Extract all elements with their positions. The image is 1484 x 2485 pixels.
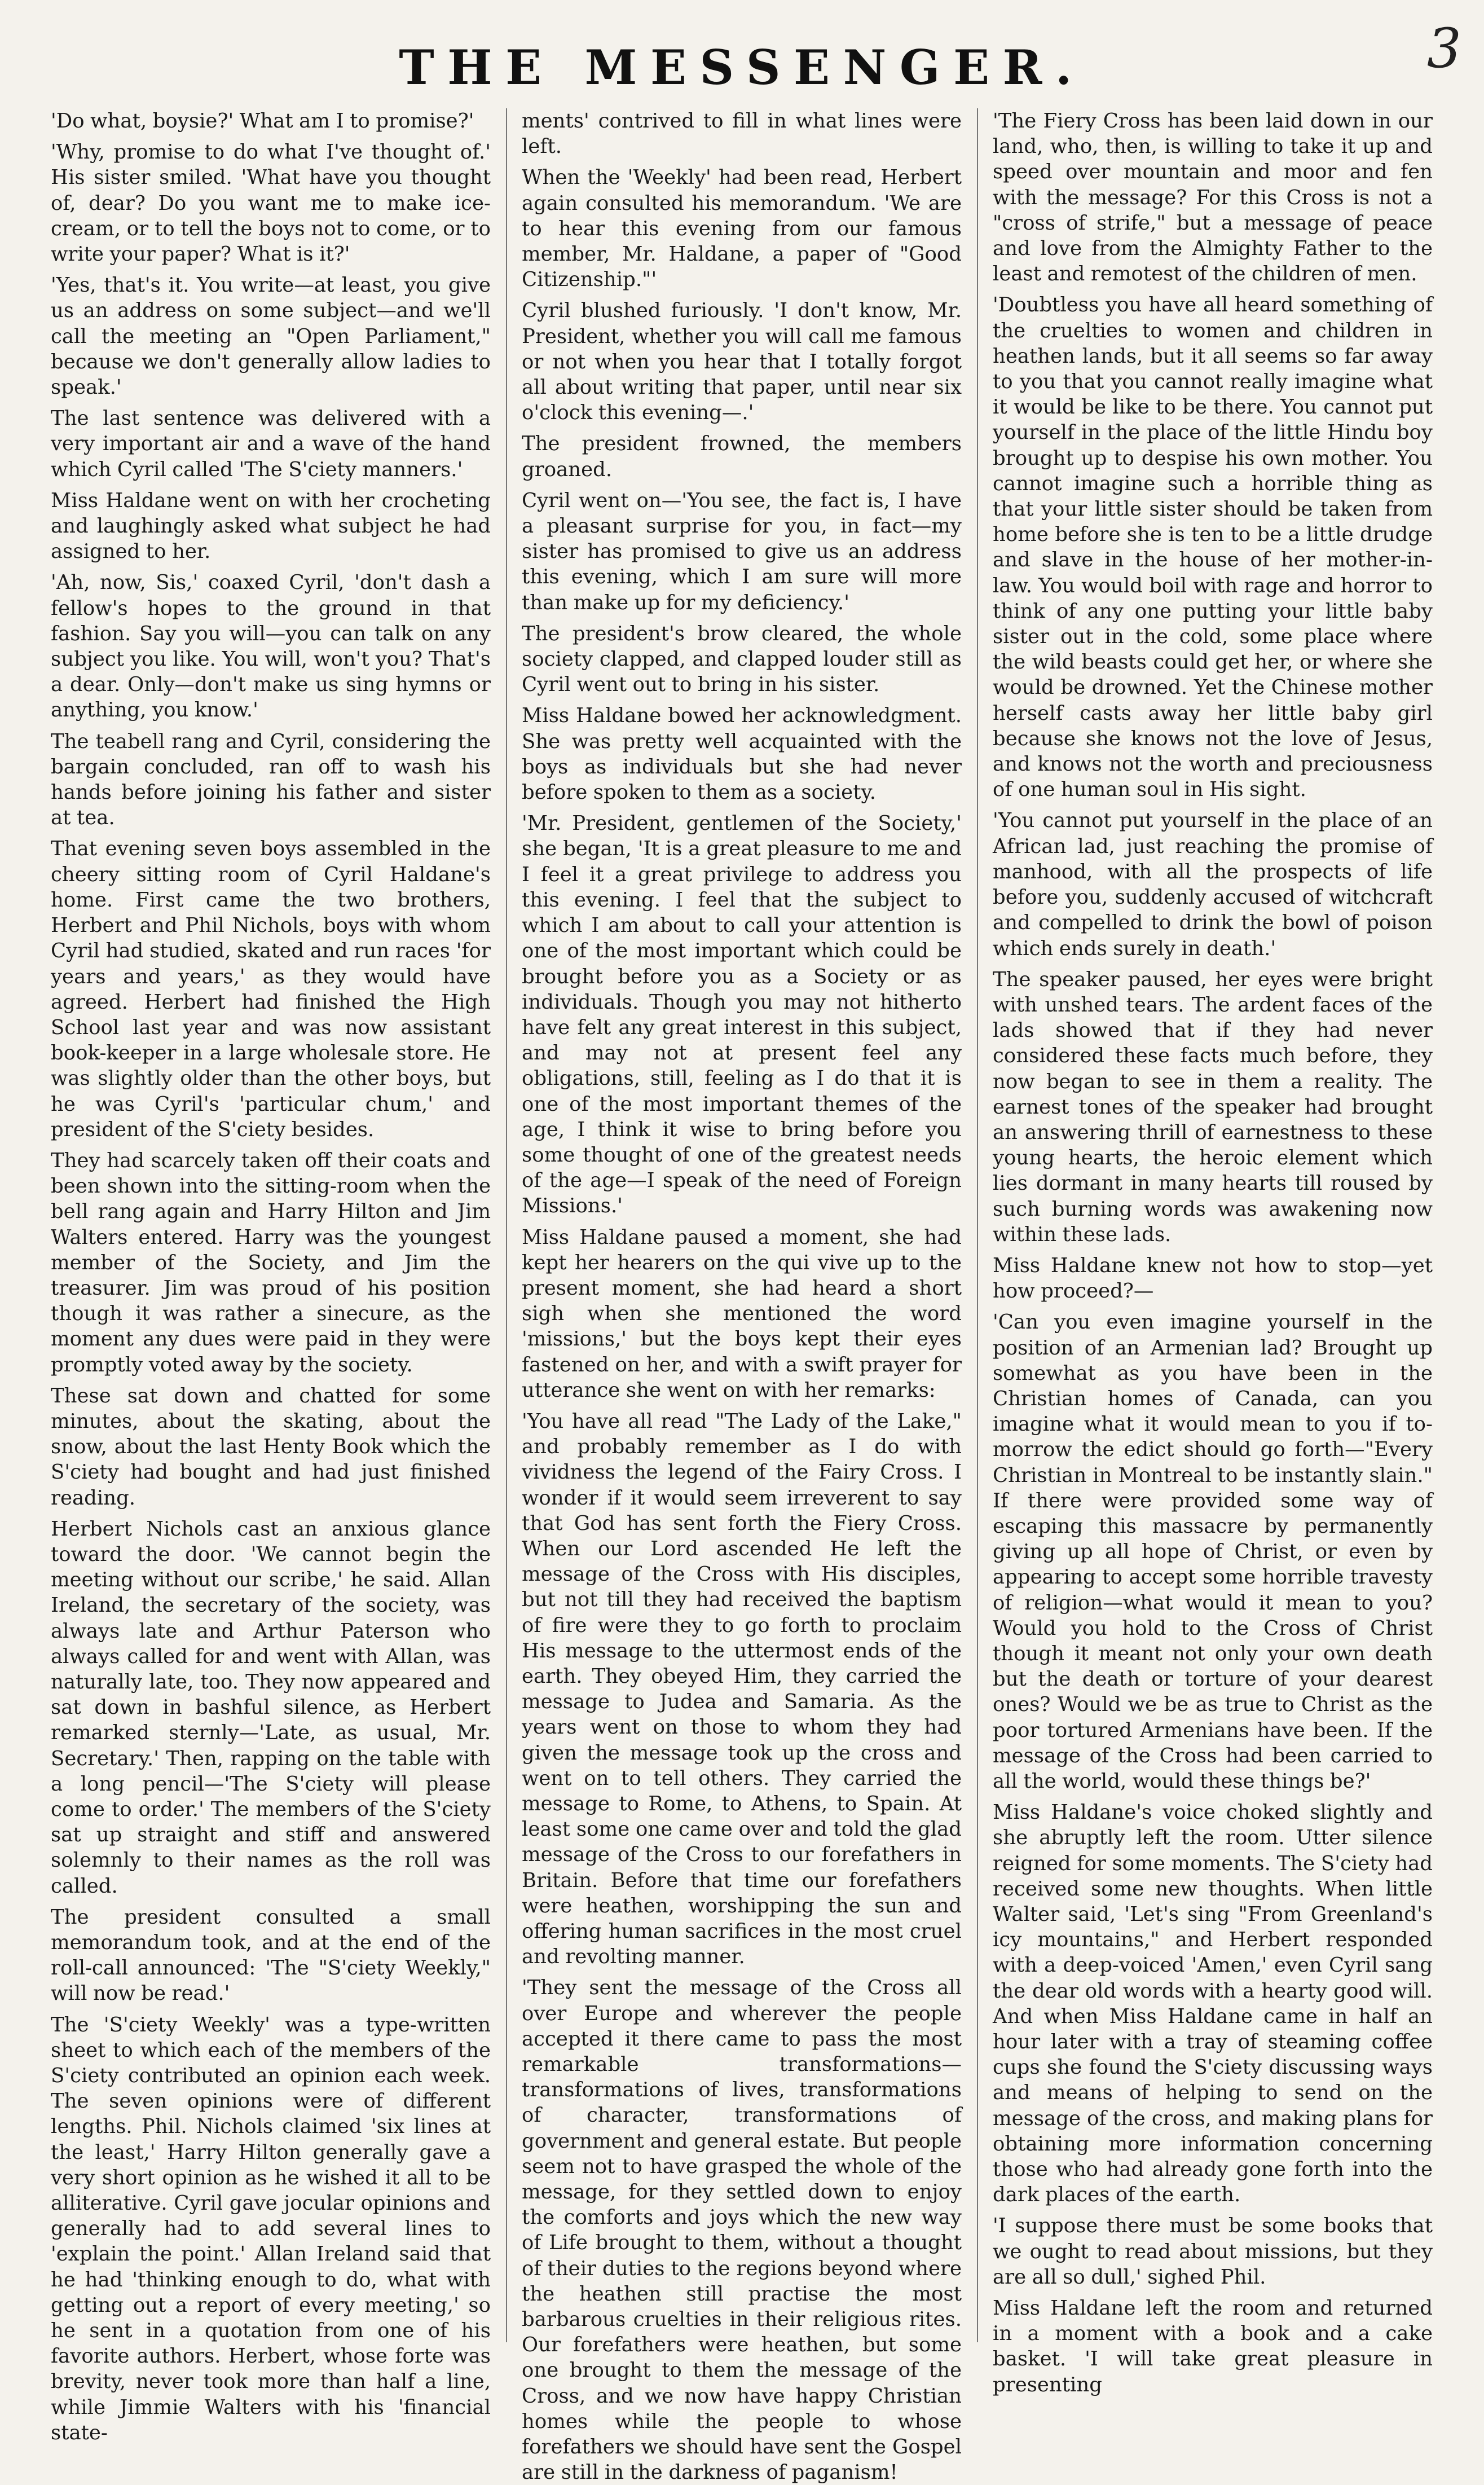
article-columns — [51, 108, 1433, 2484]
paragraph: 'The Fiery Cross has been laid down in our land, who, then, is willing to take it up and speed over mountain and moor and fen with the message? For this Cross is not a "cross of strife," but a message of peace and love from the Almighty Father to the least and remotest of the children of men. — [993, 109, 1433, 286]
paragraph: The president consulted a small memorandum took, and at the end of the roll-call announced: 'The "S'ciety Weekly," will now be read.' — [51, 1905, 491, 2005]
paragraph: The last sentence was delivered with a very important air and a wave of the hand which Cyril called 'The S'ciety manners.' — [51, 407, 491, 481]
paragraph: Miss Haldane's voice choked slightly and she abruptly left the room. Utter silence reigned for some moments. The S'ciety had received some new thoughts. When little Walter said, 'Let's sing "From Greenland's icy mountains," and Herbert responded with a deep-voiced 'Amen,' even Cyril sang the dear old words with a hearty good will. And when Miss Haldane came in half an hour later with a tray of steaming coffee cups she found the S'ciety discussing ways and means of helping to send on the message of the cross, and making plans for obtaining more information concerning those who had already gone forth into the dark places of the earth. — [993, 1801, 1433, 2207]
paragraph: The president's brow cleared, the whole society clapped, and clapped louder still as Cyril went out to bring in his sister. — [522, 622, 962, 697]
paragraph: Herbert Nichols cast an anxious glance toward the door. 'We cannot begin the meeting without our scribe,' he said. Allan Ireland, the secretary of the society, was always late and Arthur Paterson who always called for and went with Allan, was naturally late, too. They now appeared and sat down in bashful silence, as Herbert remarked sternly—'Late, as usual, Mr. Secretary.' Then, rapping on the table with a long pencil—'The S'ciety will please come to order.' The members of the S'ciety sat up straight and stiff and answered solemnly to their names as the roll was called. — [51, 1517, 491, 1898]
paragraph: 'I suppose there must be some books that we ought to read about missions, but they are all so dull,' sighed Phil. — [993, 2214, 1433, 2289]
masthead-title: THE MESSENGER. — [399, 39, 1085, 95]
paragraph: The 'S'ciety Weekly' was a type-written sheet to which each of the members of the S'ciety contributed an opinion each week. The seven opinions were of different lengths. Phil. Nichols claimed 'six lines at the least,' Harry Hilton generally gave a very short opinion as he wished it all to be alliterative. Cyril gave jocular opinions and generally had to add several lines to 'explain the point.' Allan Ireland said that he had 'thinking enough to do, what with getting out a report of every meeting,' so he sent in a quotation from one of his favorite authors. Herbert, whose forte was brevity, never took more than half a line, while Jimmie Walters with his 'financial state- — [51, 2013, 491, 2444]
paragraph: These sat down and chatted for some minutes, about the skating, about the snow, about the last Henty Book which the S'ciety had bought and had just finished reading. — [51, 1384, 491, 1510]
paragraph: Cyril went on—'You see, the fact is, I have a pleasant surprise for you, in fact—my sister has promised to give us an address this evening, which I am sure will more than make up for my deficiency.' — [522, 489, 962, 614]
paragraph: 'Can you even imagine yourself in the position of an Armenian lad? Brought up somewhat as you have been in the Christian homes of Canada, can you imagine what it would mean to you if to-morrow the edict should go forth—"Every Christian in Montreal to be instantly slain." If there were provided some way of escaping this massacre by permanently giving up all hope of Christ, or even by appearing to accept some horrible travesty of religion—what would it mean to you? Would you hold to the Cross of Christ though it meant not only your own death but the death or torture of your dearest ones? Would we be as true to Christ as the poor tortured Armenians have been. If the message of the Cross had been carried to all the world, would these things be?' — [993, 1310, 1433, 1793]
column-2 — [522, 108, 962, 2484]
paragraph: Miss Haldane knew not how to stop—yet how proceed?— — [993, 1254, 1433, 1303]
paragraph: Miss Haldane paused a moment, she had kept her hearers on the qui vive up to the present moment, she had heard a short sigh when she mentioned the word 'missions,' but the boys kept their eyes fastened on her, and with a swift prayer for utterance she went on with her remarks: — [522, 1225, 962, 1402]
column-3 — [993, 108, 1433, 2396]
paragraph: They had scarcely taken off their coats and been shown into the sitting-room when the bell rang again and Harry Hilton and Jim Walters entered. Harry was the youngest member of the Society, and Jim the treasurer. Jim was proud of his position though it was rather a sinecure, as the moment any dues were paid in they were promptly voted away by the society. — [51, 1149, 491, 1376]
page-number: 3 — [1426, 17, 1461, 80]
paragraph: Miss Haldane left the room and returned in a moment with a book and a cake basket. 'I will take great pleasure in presenting — [993, 2297, 1433, 2396]
paragraph: That evening seven boys assembled in the cheery sitting room of Cyril Haldane's home. First came the two brothers, Herbert and Phil Nichols, boys with whom Cyril had studied, skated and run races 'for years and years,' as they would have agreed. Herbert had finished the High School last year and was now assistant book-keeper in a large wholesale store. He was slightly older than the other boys, but he was Cyril's 'particular chum,' and president of the S'ciety besides. — [51, 837, 491, 1141]
paragraph: The president frowned, the members groaned. — [522, 432, 962, 481]
paragraph: 'They sent the message of the Cross all over Europe and wherever the people accepted it there came to pass the most remarkable transformations—transformations of lives, transformations of character, transformations of government and general estate. But people seem not to have grasped the whole of the message, for they settled down to enjoy the comforts and joys which the new way of Life brought to them, without a thought of their duties to the regions beyond where the heathen still practise the most barbarous cruelties in their religious rites. Our forefathers were heathen, but some one brought to them the message of the Cross, and we now have happy Christian homes while the people to whose forefathers we should have sent the Gospel are still in the darkness of paganism! — [522, 1976, 962, 2484]
paragraph: 'Ah, now, Sis,' coaxed Cyril, 'don't dash a fellow's hopes to the ground in that fashion. Say you will—you can talk on any subject you like. You will, won't you? That's a dear. Only—don't make us sing hymns or anything, you know.' — [51, 571, 491, 722]
paragraph: 'Doubtless you have all heard something of the cruelties to women and children in heathen lands, but it all seems so far away to you that you cannot really imagine what it would be like to be there. You cannot put yourself in the place of the little Hindu boy brought up to despise his own mother. You cannot imagine such a horrible thing as that your little sister should be taken from home before she is ten to be a little drudge and slave in the house of her mother-in-law. You would boil with rage and horror to think of any one putting your little baby sister out in the cold, some place where the wild beasts could get her, or where she would be drowned. Yet the Chinese mother herself casts away her little baby girl because she knows not the love of Jesus, and knows not the worth and preciousness of one human soul in His sight. — [993, 293, 1433, 802]
paragraph: 'You cannot put yourself in the place of an African lad, just reaching the promise of manhood, with all the prospects of life before you, suddenly accused of witchcraft and compelled to drink the bowl of poison which ends surely in death.' — [993, 809, 1433, 960]
paragraph: When the 'Weekly' had been read, Herbert again consulted his memorandum. 'We are to hear this evening from our famous member, Mr. Haldane, a paper of "Good Citizenship."' — [522, 166, 962, 292]
paragraph: Cyril blushed furiously. 'I don't know, Mr. President, whether you will call me famous or not when you hear that I totally forgot all about writing that paper, until near six o'clock this evening—.' — [522, 299, 962, 425]
paragraph: 'You have all read "The Lady of the Lake," and probably remember as I do with vividness the legend of the Fairy Cross. I wonder if it would seem irreverent to say that God has sent forth the Fiery Cross. When our Lord ascended He left the message of the Cross with His disciples, but not till they had received the baptism of fire were they to go forth to proclaim His message to the uttermost ends of the earth. They obeyed Him, they carried the message to Judea and Samaria. As the years went on those to whom they had given the message took up the cross and went on to tell others. They carried the message to Rome, to Athens, to Spain. At least some one came over and told the glad message of the Cross to our forefathers in Britain. Before that time our forefathers were heathen, worshipping the sun and offering human sacrifices in the most cruel and revolting manner. — [522, 1409, 962, 1969]
column-1 — [51, 108, 491, 2444]
paragraph: 'Yes, that's it. You write—at least, you give us an address on some subject—and we'll call the meeting an "Open Parliament," because we don't generally allow ladies to speak.' — [51, 274, 491, 399]
paragraph: 'Why, promise to do what I've thought of.' His sister smiled. 'What have you thought of, dear? Do you want me to make ice-cream, or to tell the boys not to come, or to write your paper? What is it?' — [51, 140, 491, 266]
paragraph: Miss Haldane went on with her crocheting and laughingly asked what subject he had assigned to her. — [51, 489, 491, 564]
paragraph: 'Do what, boysie?' What am I to promise?' — [51, 109, 474, 133]
paragraph: The speaker paused, her eyes were bright with unshed tears. The ardent faces of the lads showed that if they had never considered these facts much before, they now began to see in them a reality. The earnest tones of the speaker had brought an answering thrill of earnestness to these young hearts, the heroic element which lies dormant in many hearts till roused by such burning words was awakening now within these lads. — [993, 967, 1433, 1246]
paragraph: Miss Haldane bowed her acknowledgment. She was pretty well acquainted with the boys as individuals but she had never before spoken to them as a society. — [522, 704, 962, 804]
paragraph: 'Mr. President, gentlemen of the Society,' she began, 'It is a great pleasure to me and I feel it a great privilege to address you this evening. I feel that the subject to which I am about to call your attention is one of the most important which could be brought before you as a Society or as individuals. Though you may not hitherto have felt any great interest in this subject, and may not at present feel any obligations, still, feeling as I do that it is one of the most important themes of the age, I think it wise to bring before you some thought of one of the greatest needs of the age—I speak of the need of Foreign Missions.' — [522, 812, 962, 1218]
paragraph: The teabell rang and Cyril, considering the bargain concluded, ran off to wash his hands before joining his father and sister at tea. — [51, 729, 491, 830]
paragraph: ments' contrived to fill in what lines were left. — [522, 109, 962, 159]
